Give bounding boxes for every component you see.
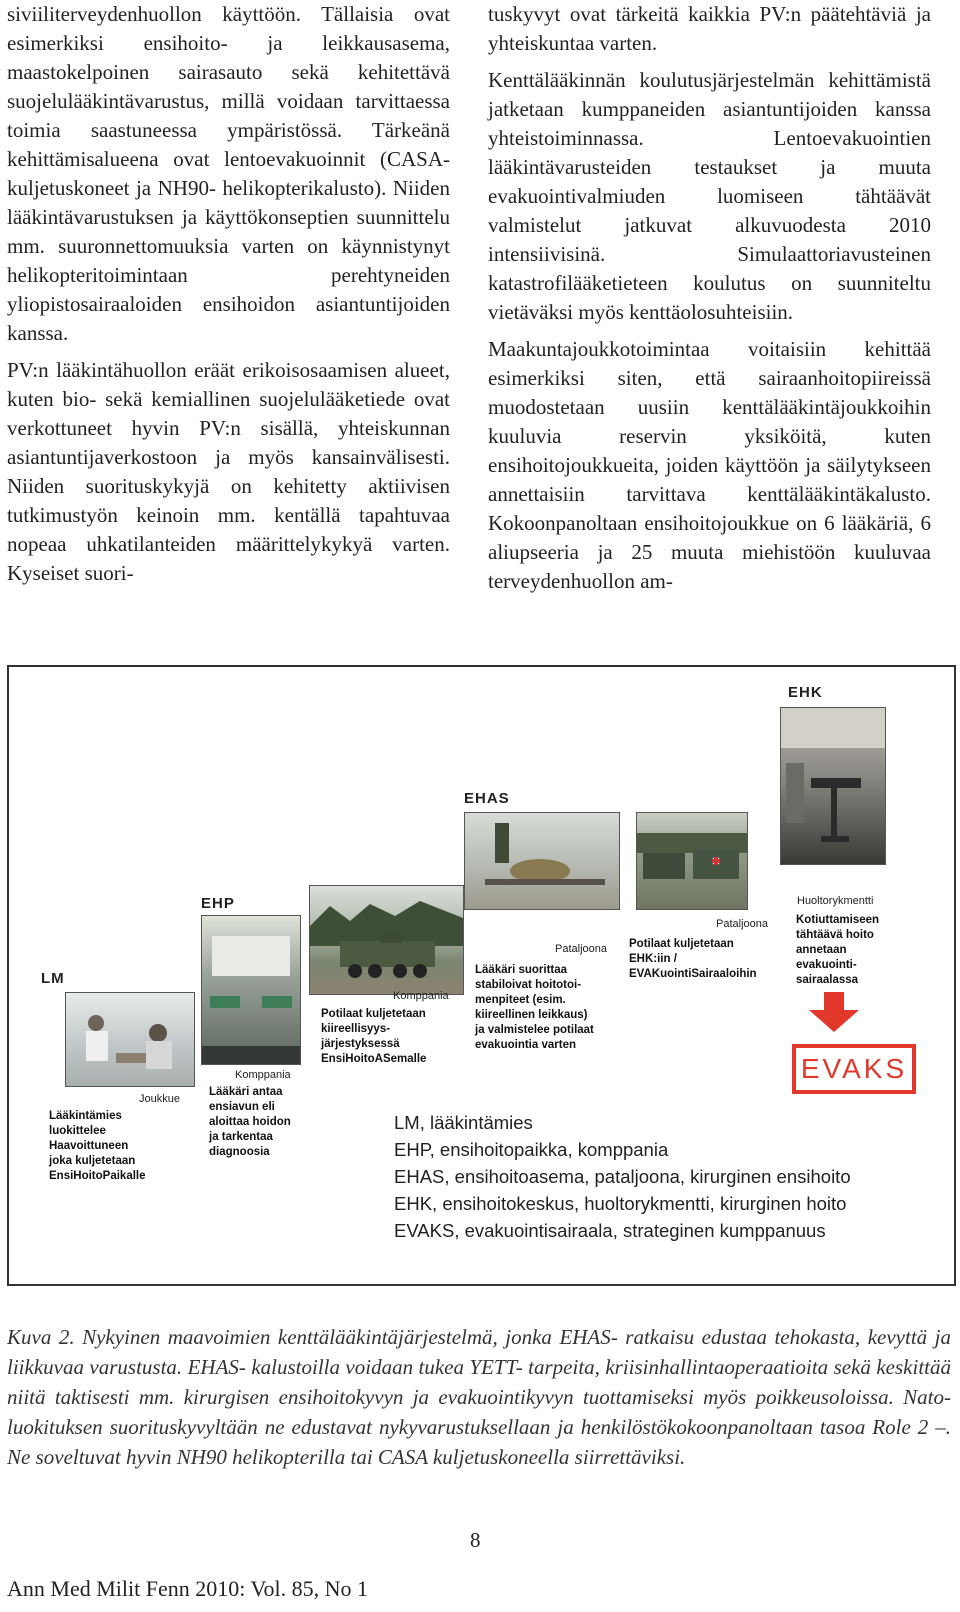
ehk-tent-photo (780, 707, 886, 865)
vehicles-image (637, 813, 747, 909)
paragraph: Maakuntajoukkotoimintaa voitaisiin kehittää esimerkiksi siten, että sairaanhoitopiireissä muodostetaan uusiin kenttälääkintäjoukkoihin kuuluvia reservin yksiköitä, kuten ensihoitojoukkueita, joiden käyttöön ja säilytykseen annettaisiin tarvittava kenttälääkintäkalusto. Kokoonpanoltaan ensihoitojoukkue on 6 lääkäriä, 6 aliupseeria ja 25 muuta miehistöön kuuluvaa terveydenhuollon am- (488, 337, 931, 593)
unit-pataljoona-ehas: Pataljoona (555, 943, 607, 955)
ehp-interior-image (202, 916, 300, 1064)
evaks-description (796, 913, 896, 988)
legend-item: LM, lääkintämies (394, 1112, 533, 1133)
desc-line: Lääkintämies (49, 1110, 122, 1122)
desc-line: ensiavun eli (209, 1101, 275, 1113)
ehk-transport-text (629, 937, 779, 982)
legend-item: EHAS, ensihoitoasema, pataljoona, kirurginen ensihoito (394, 1166, 851, 1187)
unit-joukkue: Joukkue (139, 1093, 180, 1105)
figure-caption: Kuva 2. Nykyinen maavoimien kenttälääkintäjärjestelmä, jonka EHAS- ratkaisu edustaa tehokasta, kevyttä ja liikkuvaa varustusta. EHAS- kalustoilla voidaan tukea YETT- tarpeita, kriisinhallintaoperaatioita sekä keskittää niitä taktisesti mm. kirurgisen ensihoitokyvyn ja evakuointikyvyn tuottamiseksi myös poikkeusoloissa. Nato- luokituksen suorituskyvyltään ne edustavat nykyvarustuksellaan ja henkilöstökokoonpanoltaan tasoa Role 2 –. Ne soveltuvat hyvin NH90 helikopterilla tai CASA kuljetuskoneella siirrettäviksi. (7, 1325, 951, 1469)
desc-line: menpiteet (esim. (475, 994, 566, 1006)
label-ehk: EHK (788, 684, 823, 701)
unit-pataljoona-ehk: Pataljoona (716, 918, 768, 930)
legend-item: EHP, ensihoitopaikka, komppania (394, 1139, 669, 1160)
desc-line: kiireellisyys- (321, 1023, 391, 1035)
soldiers-snow-image (66, 993, 194, 1086)
paragraph: PV:n lääkintähuollon eräät erikoisosaamisen alueet, kuten bio- sekä kemiallinen suojelulääketiede ovat verkottuneet hyvin PV:n sisällä, yhteiskunnan asiantuntijaverkostoon ja myös kansainvälisesti. Niiden suorituskykyjä on kehitetty aktiivisen tutkimustyön keinoin mm. kentällä tapahtuvaa nopeaa uhkatilanteiden määrittelykykyä varten. Kyseiset suori- (7, 358, 450, 585)
page-number: 8 (470, 1528, 481, 1552)
lm-snow-photo (65, 992, 195, 1087)
desc-line: Kotiuttamiseen (796, 914, 880, 926)
ehas-tent-photo (464, 812, 620, 910)
armored-vehicle-photo (309, 885, 464, 995)
ehk-interior-image (781, 708, 885, 864)
paragraph: siviiliterveydenhuollon käyttöön. Tällaisia ovat esimerkiksi ensihoito- ja leikkausasema, maastokelpoinen sairasauto sekä kehitettävä suojelulääkintävarustus, millä voidaan tarvittaessa toimia saastuneessa ympäristössä. Tärkeänä kehittämisalueena ovat lentoevakuoinnit (CASA- kuljetuskoneet ja NH90- helikopterikalusto). Niiden lääkintävarustuksen ja käyttökonseptien suunnittelu mm. suuronnettomuuksia varten on käynnistynyt helikopteritoimintaan perehtyneiden yliopistosairaaloiden ensihoidon asiantuntijoiden kanssa. (7, 2, 450, 345)
armored-vehicle-image (310, 886, 463, 994)
desc-line: sairaalassa (796, 974, 859, 986)
legend-item: EHK, ensihoitokeskus, huoltorykmentti, kirurginen hoito (394, 1193, 847, 1214)
label-lm: LM (41, 970, 65, 987)
desc-line: stabiloivat hoitotoi- (475, 979, 582, 991)
label-ehas: EHAS (464, 790, 510, 807)
desc-line: Potilaat kuljetetaan (321, 1008, 426, 1020)
paragraph: tuskyvyt ovat tärkeitä kaikkia PV:n päätehtäviä ja yhteiskuntaa varten. (488, 2, 931, 55)
ehp-vehicle-interior-photo (201, 915, 301, 1065)
desc-line: Haavoittuneen (49, 1140, 129, 1152)
desc-line: tähtäävä hoito (796, 929, 874, 941)
desc-line: evakuointia varten (475, 1039, 576, 1051)
ehas-vehicles-photo (636, 812, 748, 910)
desc-line: järjestyksessä (321, 1038, 400, 1050)
desc-line: EnsiHoitoPaikalle (49, 1170, 146, 1182)
desc-line: aloittaa hoidon (209, 1116, 291, 1128)
lm-description (49, 1109, 189, 1184)
unit-komppania-ehp: Komppania (235, 1069, 291, 1081)
desc-line: Lääkäri antaa (209, 1086, 283, 1098)
figure-legend (394, 1109, 851, 1244)
desc-line: EnsiHoitoASemalle (321, 1053, 427, 1065)
ehas-description (475, 963, 625, 1053)
desc-line: annetaan (796, 944, 847, 956)
desc-line: diagnoosia (209, 1146, 270, 1158)
vehicle-description (321, 1007, 461, 1067)
article-right-column (488, 0, 931, 604)
desc-line: Lääkäri suorittaa (475, 964, 568, 976)
figure-medical-chain (7, 665, 956, 1286)
evaks-box: EVAKS (792, 1044, 916, 1094)
ehas-stretcher-image (465, 813, 619, 909)
desc-line: luokittelee (49, 1125, 106, 1137)
paragraph: Kenttälääkinnän koulutusjärjestelmän kehittämistä jatketaan kumppaneiden asiantuntijoiden kanssa yhteistoiminnassa. Lentoevakuointien lääkintävarusteiden testaukset ja muuta evakuointivalmiuden luomiseen tähtäävät valmistelut jatkuvat alkuvuodesta 2010 intensiivisinä. Simulaattoriavusteinen katastrofilääketieteen koulutus on suunniteltu vietäväksi myös kenttäolosuhteisiin. (488, 68, 931, 324)
journal-footer: Ann Med Milit Fenn 2010: Vol. 85, No 1 (7, 1576, 368, 1601)
arrow-down-icon (809, 992, 859, 1032)
article-left-column (7, 0, 450, 596)
legend-item: EVAKS, evakuointisairaala, strateginen kumppanuus (394, 1220, 826, 1241)
desc-line: ja tarkentaa (209, 1131, 273, 1143)
label-ehp: EHP (201, 895, 235, 912)
desc-line: EVAKuointiSairaaloihin (629, 968, 757, 980)
unit-huoltorykmentti: Huoltorykmentti (797, 895, 874, 907)
desc-line: ja valmistelee potilaat (475, 1024, 594, 1036)
unit-komppania-vehicle: Komppania (393, 990, 449, 1002)
desc-line: joka kuljetetaan (49, 1155, 136, 1167)
ehp-description (209, 1085, 319, 1160)
desc-line: evakuointi- (796, 959, 857, 971)
desc-line: EHK:iin / (629, 953, 677, 965)
desc-line: kiireellinen leikkaus) (475, 1009, 588, 1021)
desc-line: Potilaat kuljetetaan (629, 938, 734, 950)
